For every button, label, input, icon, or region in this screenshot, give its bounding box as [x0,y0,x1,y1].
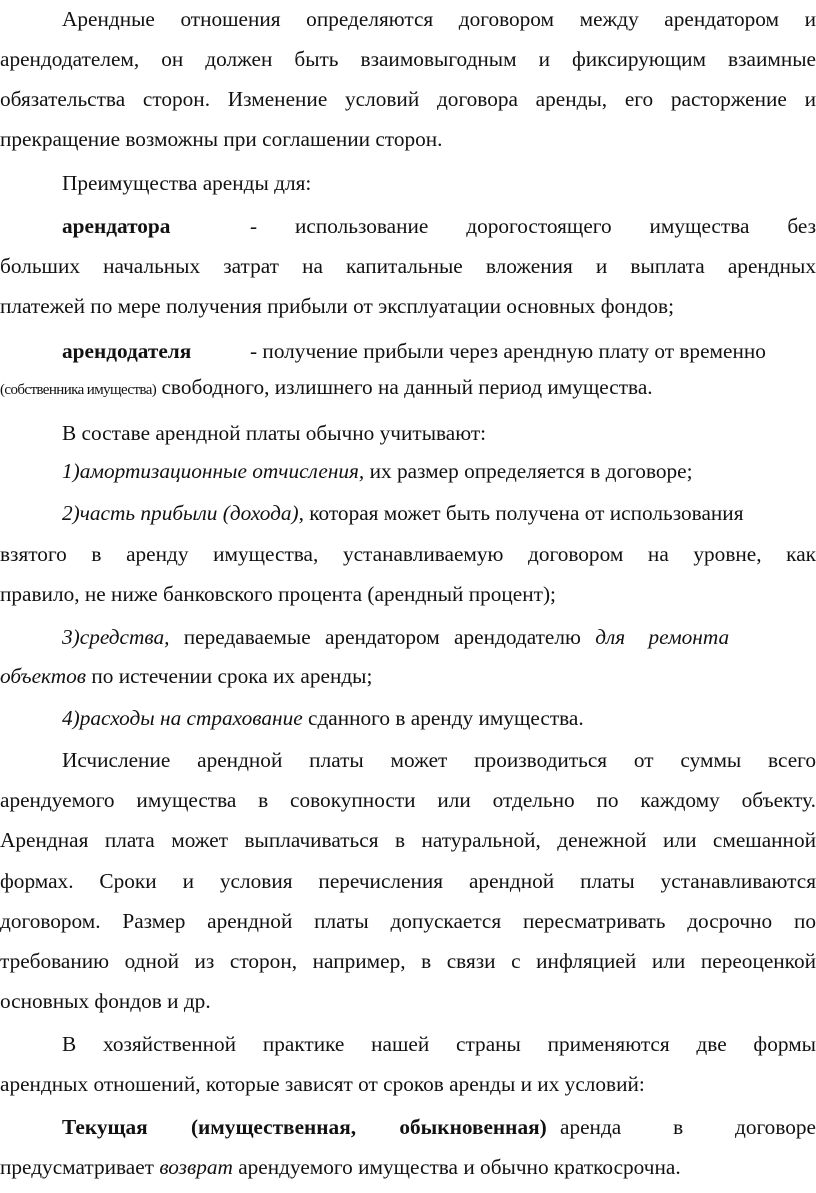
p3-line3: платежей по мере получения прибыли от эксплуатации основных фондов; [0,294,675,318]
p8-line1-mid: передаваемые арендатором арендодателю [169,625,596,649]
p11-line1: В хозяйственной практике нашей страны применяются две формы [62,1032,816,1056]
p10-line6: требованию одной из сторон, например, в связи с инфляцией или переоценкой [0,949,816,973]
p3-line1-rest: - использование дорогостоящего имущества без [250,214,816,238]
p10-line1: Исчисление арендной платы может производиться от суммы всего [62,748,816,772]
p7-line3: правило, не ниже банковского процента (арендный процент); [0,582,556,606]
p9-rest: сданного в аренду имущества. [302,706,584,730]
p1-line1: Арендные отношения определяются договором между арендатором и [62,7,816,31]
p7-item: 2)часть прибыли (дохода), [62,501,304,525]
p12-term-text: Текущая (имущественная, обыкновенная) [62,1115,547,1139]
p9-line1 [62,703,816,733]
p4-line2 [0,372,816,402]
p1-line2: арендодателем, он должен быть взаимовыгодным и фиксирующим взаимные [0,47,816,71]
p12-line2-a: предусматривает [0,1155,160,1179]
p1-line4: прекращение возможны при соглашении сторон. [0,127,443,151]
p3-term-text: арендатора [62,214,171,238]
p7-line1 [62,498,816,528]
p12-line1-rest: аренда в договоре [560,1115,816,1139]
p4-line2-rest: свободного, излишнего на данный период имущества. [156,375,653,399]
p10-line2: арендуемого имущества в совокупности или отдельно по каждому объекту. [0,788,816,812]
p4-term [62,336,242,366]
p8-line1-ital: для ремонта [595,625,730,649]
p3-term [62,211,242,241]
p10-line5: договором. Размер арендной платы допускается пересматривать досрочно по [0,909,816,933]
p4-line1-rest: - получение прибыли через арендную плату от временно [250,339,766,363]
p6-rest: их размер определяется в договоре; [364,459,693,483]
p8-line2 [0,661,816,691]
p10-line3: Арендная плата может выплачиваться в натуральной, денежной или смешанной [0,828,816,852]
p10-line7: основных фондов и др. [0,989,211,1013]
p1-line3: обязательства сторон. Изменение условий договора аренды, его расторжение и [0,87,816,111]
p7-line2: взятого в аренду имущества, устанавливаемую договором на уровне, как [0,542,816,566]
p7-line1-rest: которая может быть получена от использования [303,501,744,525]
p3-line2: больших начальных затрат на капитальные вложения и выплата арендных [0,254,816,278]
p12-term [62,1112,547,1142]
p10-line4: формах. Сроки и условия перечисления арендной платы устанавливаются [0,869,816,893]
p6-line1 [62,456,816,486]
p4-term-text: арендодателя [62,339,192,363]
p8-item: 3)средства, [62,625,170,649]
p8-line1 [62,622,816,652]
p5-line1: В составе арендной платы обычно учитывают: [62,421,487,445]
p12-line2 [0,1152,816,1182]
p12-line2-b: арендуемого имущества и обычно краткосрочна. [232,1155,681,1179]
p8-line2-ital: объектов [0,664,87,688]
p6-item: 1)амортизационные отчисления, [62,459,365,483]
p2-line1: Преимущества аренды для: [62,171,312,195]
p12-line2-ital: возврат [159,1155,233,1179]
p9-item: 4)расходы на страхование [62,706,303,730]
p8-line2-rest: по истечении срока их аренды; [86,664,373,688]
p4-note: (собственника имущества) [0,382,157,398]
p11-line2: арендных отношений, которые зависят от сроков аренды и их условий: [0,1072,645,1096]
